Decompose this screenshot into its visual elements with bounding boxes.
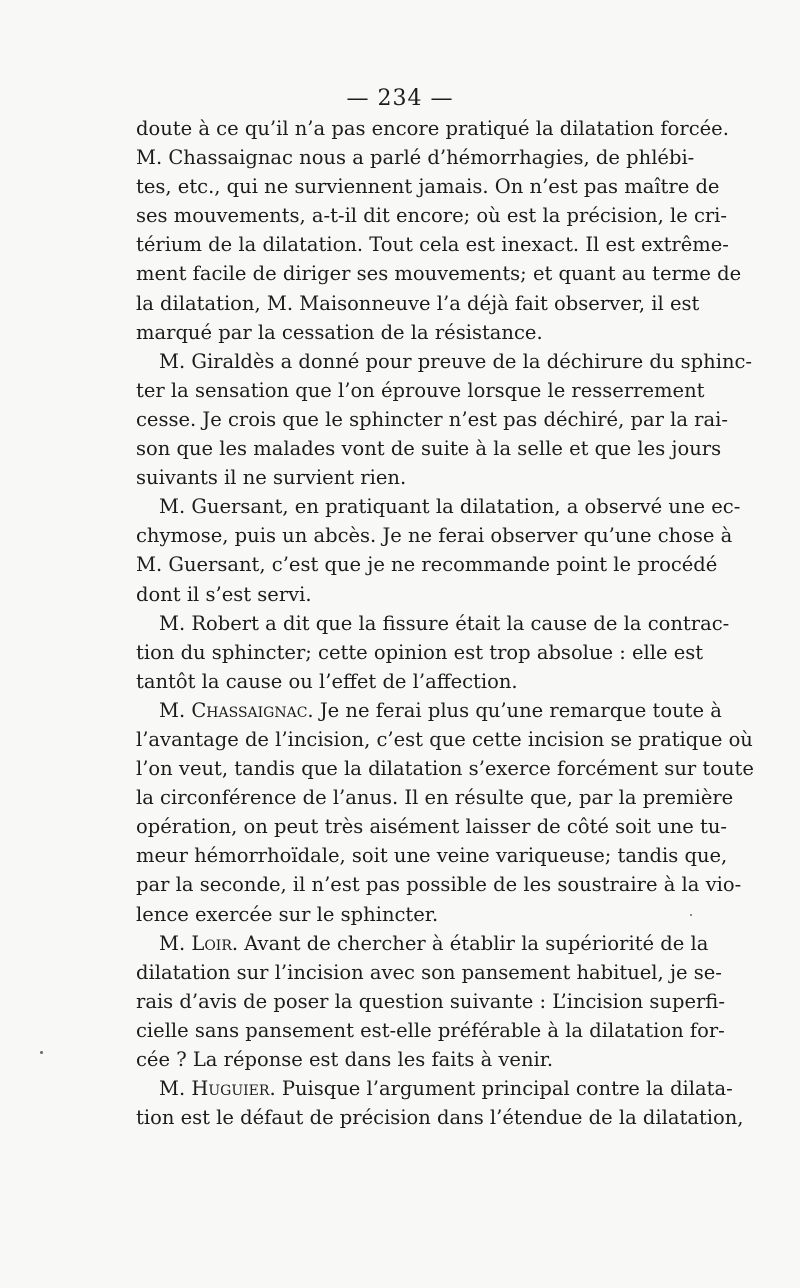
text-line: son que les malades vont de suite à la selle et que les jours [136, 437, 722, 461]
text-line: la dilatation, M. Maisonneuve l’a déjà fait observer, il est [136, 291, 700, 315]
text-line: meur hémorrhoïdale, soit une veine variqueuse; tandis que, [136, 844, 728, 868]
text-line: M. Guersant, c’est que je ne recommande point le procédé [136, 553, 718, 577]
text-line: par la seconde, il n’est pas possible de les soustraire à la vio- [136, 873, 742, 897]
line-text: Puisque l’argument principal contre la dilata- [275, 1077, 733, 1101]
text-line: M. Guersant, en pratiquant la dilatation, a observé une ec- [159, 495, 741, 519]
text-line: la circonférence de l’anus. Il en résulte que, par la première [136, 786, 734, 810]
text-line: M. Robert a dit que la fissure était la cause de la contrac- [159, 611, 730, 635]
text-line: ment facile de diriger ses mouvements; et quant au terme de [136, 262, 742, 286]
text-line: M. Chassaignac nous a parlé d’hémorrhagies, de phlébi- [136, 146, 695, 170]
body-text [136, 114, 754, 1132]
text-line: doute à ce qu’il n’a pas encore pratiqué la dilatation forcée. [136, 117, 729, 140]
speaker-name: M. Huguier. [159, 1077, 276, 1101]
text-line: lence exercée sur le sphincter. [136, 902, 439, 926]
speaker-name: M. Chassaignac. [159, 698, 314, 722]
text-line: ses mouvements, a-t-il dit encore; où est la précision, le cri- [136, 204, 728, 228]
text-line: dilatation sur l’incision avec son pansement habituel, je se- [136, 960, 722, 984]
text-line: cesse. Je crois que le sphincter n’est pas déchiré, par la rai- [136, 407, 728, 431]
text-line: l’on veut, tandis que la dilatation s’exerce forcément sur toute [136, 757, 754, 781]
text-line: cée ? La réponse est dans les faits à venir. [136, 1048, 554, 1071]
text-line: tion du sphincter; cette opinion est trop absolue : elle est [136, 640, 704, 664]
speaker-name: M. Loir. [159, 931, 239, 955]
text-line: opération, on peut très aisément laisser de côté soit une tu- [136, 815, 728, 839]
text-line: tes, etc., qui ne surviennent jamais. On n’est pas maître de [136, 175, 720, 199]
text-line: cielle sans pansement est-elle préférable à la dilatation for- [136, 1018, 725, 1042]
line-text: Je ne ferai plus qu’une remarque toute à [313, 698, 722, 722]
scan-speck [690, 914, 692, 916]
scan-speck [40, 1051, 43, 1054]
text-line: marqué par la cessation de la résistance. [136, 320, 543, 344]
text-line [136, 929, 709, 958]
text-line: tantôt la cause ou l’effet de l’affection. [136, 669, 518, 693]
text-line [136, 696, 722, 725]
text-line: rais d’avis de poser la question suivante : L’incision superfi- [136, 989, 725, 1013]
text-line: tion est le défaut de précision dans l’étendue de la dilatation, [136, 1106, 744, 1130]
text-line: l’avantage de l’incision, c’est que cette incision se pratique où [136, 727, 753, 751]
text-line: dont il s’est servi. [136, 582, 312, 606]
line-text: Avant de chercher à établir la supériorité de la [238, 931, 709, 955]
text-line: chymose, puis un abcès. Je ne ferai observer qu’une chose à [136, 524, 733, 548]
text-line: térium de la dilatation. Tout cela est inexact. Il est extrême- [136, 233, 729, 257]
text-line: ter la sensation que l’on éprouve lorsque le resserrement [136, 378, 705, 402]
text-line: suivants il ne survient rien. [136, 466, 407, 490]
page-number: — 234 — [346, 86, 454, 111]
text-line: M. Giraldès a donné pour preuve de la déchirure du sphinc- [159, 349, 753, 373]
text-line [136, 1074, 733, 1103]
